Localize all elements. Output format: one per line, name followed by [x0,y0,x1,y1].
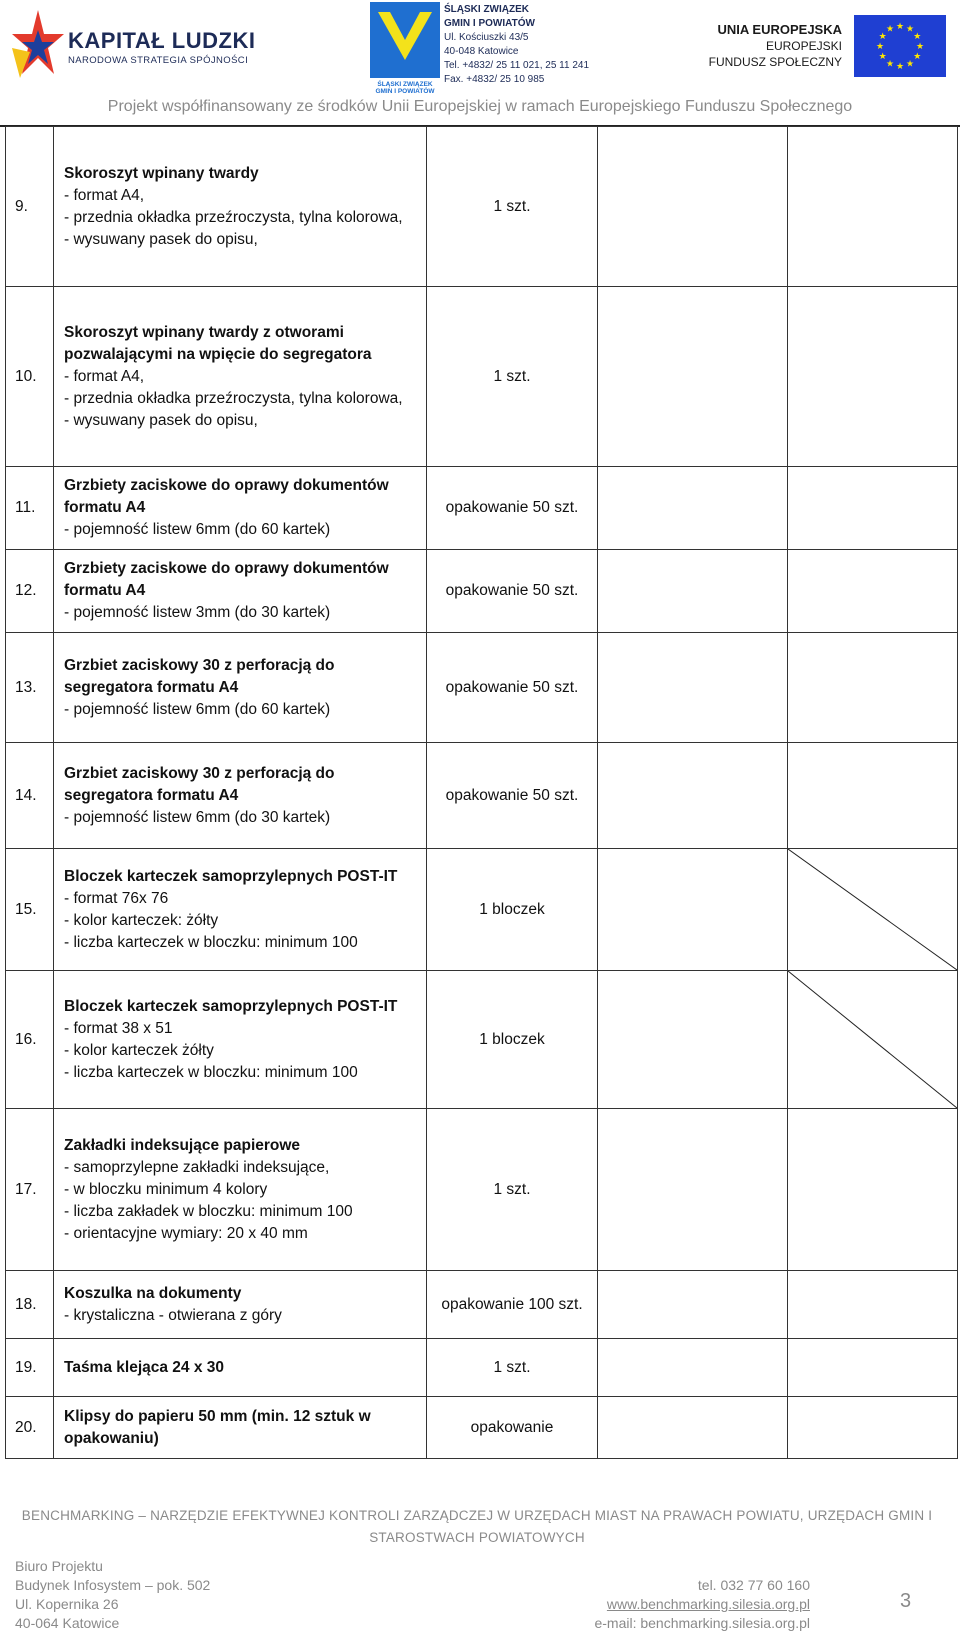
item-spec-line: - pojemność listew 6mm (do 60 kartek) [64,521,331,538]
unit-price-cell [598,971,788,1109]
eu-star-icon: ★ [905,23,915,34]
total-price-cell [788,467,958,550]
eu-flag-icon [854,15,946,77]
item-number: 19. [6,1339,54,1397]
total-price-cell [788,127,958,287]
unit-price-cell [598,1397,788,1459]
unit-price-cell [598,127,788,287]
total-price-cell [788,1397,958,1459]
sz-fax: Fax. +4832/ 25 10 985 [444,74,545,85]
eu-label-3: FUNDUSZ SPOŁECZNY [708,55,842,69]
footer-street: Ul. Kopernika 26 [15,1596,119,1612]
item-description [54,633,427,743]
eu-star-icon: ★ [885,23,895,34]
item-quantity: opakowanie 50 szt. [427,743,598,849]
item-spec-line: - kolor karteczek żółty [64,1041,214,1059]
item-title: Grzbiety zaciskowe do oprawy dokumentów formatu A4 [64,477,389,516]
unit-price-cell [598,1271,788,1339]
item-title: Klipsy do papieru 50 mm (min. 12 sztuk w opakowaniu) [64,1407,371,1447]
total-price-cell [788,743,958,849]
footer-contact [594,1576,810,1633]
item-spec-line: - liczba karteczek w bloczku: minimum 100 [64,1063,358,1081]
item-quantity: opakowanie 100 szt. [427,1271,598,1339]
item-quantity: 1 bloczek [427,971,598,1109]
eu-star-icon: ★ [915,41,925,51]
item-title: Zakładki indeksujące papierowe [64,1136,301,1154]
item-quantity: 1 szt. [427,1339,598,1397]
unit-price-cell [598,550,788,633]
item-description [54,287,427,467]
item-title: Skoroszyt wpinany twardy [64,164,259,182]
item-number: 18. [6,1271,54,1339]
table-row [6,550,958,633]
item-title: Taśma klejąca 24 x 30 [64,1358,225,1376]
item-description [54,550,427,633]
table-row [6,1271,958,1339]
item-quantity: opakowanie 50 szt. [427,550,598,633]
item-number: 9. [6,127,54,287]
eu-star-icon: ★ [878,31,887,41]
item-spec-line: - krystaliczna - otwierana z góry [64,1306,282,1324]
unit-price-cell [598,743,788,849]
kapital-ludzki-subtitle: NARODOWA STRATEGIA SPÓJNOŚCI [68,55,249,66]
item-quantity: 1 bloczek [427,849,598,971]
item-description [54,743,427,849]
item-number: 10. [6,287,54,467]
item-title: Bloczek karteczek samoprzylepnych POST-IT [64,997,398,1015]
sz-logo-text1: ŚLĄSKI ZWIĄZEK [377,81,433,88]
item-number: 17. [6,1109,54,1271]
table-row [6,467,958,550]
unit-price-cell [598,849,788,971]
kapital-ludzki-title: KAPITAŁ LUDZKI [68,28,256,53]
item-number: 12. [6,550,54,633]
item-quantity: 1 szt. [427,1109,598,1271]
table-row [6,287,958,467]
unit-price-cell [598,1109,788,1271]
item-title: Grzbiet zaciskowy 30 z perforacją do segregatora formatu A4 [64,764,335,804]
slaski-zwiazek-contact [444,3,589,87]
table-row [6,971,958,1109]
item-spec-line: - samoprzylepne zakładki indeksujące, [64,1158,330,1176]
item-title: Skoroszyt wpinany twardy z otworami pozwalającymi na wpięcie do segregatora [64,323,372,363]
star-icon [10,8,66,84]
project-cofinancing-line: Projekt współfinansowany ze środków Unii Europejskiej w ramach Europejskiego Funduszu Społecznego [107,98,853,115]
unit-price-cell [598,287,788,467]
item-description [54,849,427,971]
item-spec-line: - wysuwany pasek do opisu, [64,411,258,429]
item-number: 14. [6,743,54,849]
item-spec-line: - kolor karteczek: żółty [64,911,219,929]
sz-logo-text2: GMIN I POWIATÓW [375,88,435,94]
sz-name2: GMIN I POWIATÓW [444,18,535,29]
footer-web-link[interactable]: www.benchmarking.silesia.org.pl [606,1596,810,1612]
item-spec-line: - orientacyjne wymiary: 20 x 40 mm [64,1224,308,1242]
footer-office: Biuro Projektu [15,1558,103,1574]
table-row [6,1109,958,1271]
item-quantity: 1 szt. [427,287,598,467]
item-quantity: opakowanie 50 szt. [427,633,598,743]
item-title: Grzbiet zaciskowy 30 z perforacją do segregatora formatu A4 [64,656,335,696]
sz-name1: ŚLĄSKI ZWIĄZEK [444,4,529,15]
item-spec-line: - wysuwany pasek do opisu, [64,230,258,248]
footer-title: BENCHMARKING – NARZĘDZIE EFEKTYWNEJ KONTROLI ZARZĄDCZEJ W URZĘDACH MIAST NA PRAWACH POWIATU, URZĘDACH GMIN I STAROSTWACH POWIATOWYCH [21,1508,933,1545]
item-spec-line: - liczba karteczek w bloczku: minimum 100 [64,933,358,951]
eu-star-icon: ★ [875,41,885,51]
item-title: Koszulka na dokumenty [64,1284,242,1302]
item-spec-line: - przednia okładka przeźroczysta, tylna kolorowa, [64,389,403,407]
item-number: 20. [6,1397,54,1459]
diagonal-strike-icon [788,849,957,970]
eu-star-icon: ★ [913,51,922,61]
table-row [6,849,958,971]
table-row [6,1397,958,1459]
sz-address2: 40-048 Katowice [444,46,519,57]
item-description [54,127,427,287]
total-price-cell [788,1271,958,1339]
item-description [54,971,427,1109]
total-price-cell [788,1109,958,1271]
eu-label-2: EUROPEJSKI [765,39,842,53]
item-quantity: 1 szt. [427,127,598,287]
total-price-cell [788,1339,958,1397]
page-header [0,0,960,122]
unit-price-cell [598,1339,788,1397]
item-number: 11. [6,467,54,550]
unit-price-cell [598,467,788,550]
slaski-zwiazek-logo [370,2,440,94]
footer-email: e-mail: benchmarking.silesia.org.pl [594,1615,810,1631]
item-spec-line: - format 38 x 51 [64,1019,173,1037]
eu-star-icon: ★ [895,61,905,71]
item-description [54,1397,427,1459]
items-table [5,126,958,1459]
eu-star-icon: ★ [905,58,915,69]
eu-label-1: UNIA EUROPEJSKA [717,22,842,37]
crossed-out-cell [788,849,958,971]
unit-price-cell [598,633,788,743]
table-row [6,127,958,287]
item-description [54,1271,427,1339]
total-price-cell [788,633,958,743]
item-title: Bloczek karteczek samoprzylepnych POST-IT [64,867,398,885]
item-spec-line: - w bloczku minimum 4 kolory [64,1180,268,1198]
item-description [54,467,427,550]
item-quantity: opakowanie 50 szt. [427,467,598,550]
eu-star-icon: ★ [885,58,895,69]
total-price-cell [788,287,958,467]
item-title: Grzbiety zaciskowe do oprawy dokumentów formatu A4 [64,560,389,599]
footer-building: Budynek Infosystem – pok. 502 [15,1577,211,1593]
item-description [54,1339,427,1397]
item-spec-line: - liczba zakładek w bloczku: minimum 100 [64,1202,353,1220]
item-spec-line: - pojemność listew 6mm (do 30 kartek) [64,808,331,826]
item-quantity: opakowanie [427,1397,598,1459]
sz-tel: Tel. +4832/ 25 11 021, 25 11 241 [444,60,590,71]
item-spec-line: - pojemność listew 3mm (do 30 kartek) [64,604,331,621]
item-number: 16. [6,971,54,1109]
page-number: 3 [900,1590,912,1612]
item-spec-line: - pojemność listew 6mm (do 60 kartek) [64,700,331,718]
item-description [54,1109,427,1271]
table-row [6,633,958,743]
item-spec-line: - format A4, [64,186,145,204]
table-row [6,743,958,849]
item-spec-line: - przednia okładka przeźroczysta, tylna kolorowa, [64,208,403,226]
table-row [6,1339,958,1397]
total-price-cell [788,550,958,633]
item-number: 13. [6,633,54,743]
eu-star-icon: ★ [895,21,905,31]
item-spec-line: - format 76x 76 [64,889,169,907]
crossed-out-cell [788,971,958,1109]
sz-address1: Ul. Kościuszki 43/5 [444,32,529,43]
footer-city: 40-064 Katowice [15,1615,120,1631]
eu-label [700,22,842,70]
diagonal-strike-icon [788,971,957,1108]
eu-star-icon: ★ [878,51,887,61]
eu-star-icon: ★ [913,31,922,41]
footer-tel: tel. 032 77 60 160 [697,1577,810,1593]
footer-address [15,1557,210,1633]
item-number: 15. [6,849,54,971]
item-spec-line: - format A4, [64,367,145,385]
